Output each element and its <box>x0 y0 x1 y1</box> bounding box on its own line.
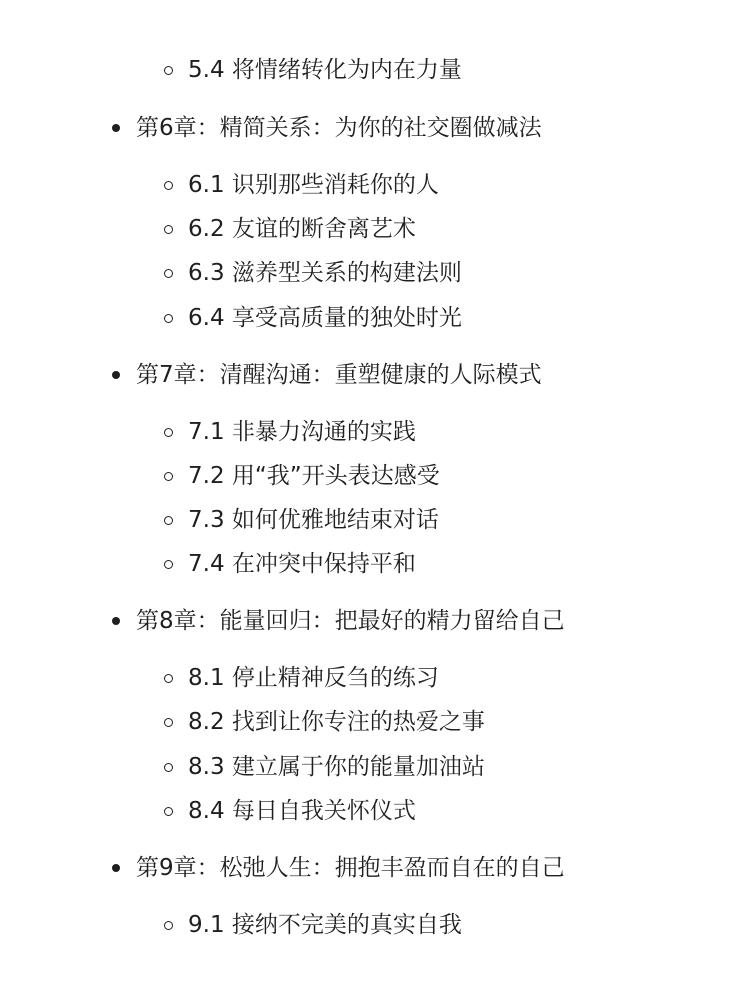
section-8-2: 8.2 找到让你专注的热爱之事 <box>188 709 485 735</box>
hollow-bullet-icon <box>164 225 173 234</box>
section-8-3: 8.3 建立属于你的能量加油站 <box>188 754 485 780</box>
section-7-2: 7.2 用“我”开头表达感受 <box>188 463 440 489</box>
hollow-bullet-icon <box>164 314 173 323</box>
hollow-bullet-icon <box>164 674 173 683</box>
chapter-9-heading: 第9章：松弛人生：拥抱丰盈而自在的自己 <box>136 855 565 881</box>
chapter-7-heading: 第7章：清醒沟通：重塑健康的人际模式 <box>136 362 542 388</box>
hollow-bullet-icon <box>164 472 173 481</box>
hollow-bullet-icon <box>164 718 173 727</box>
hollow-bullet-icon <box>164 560 173 569</box>
section-6-1: 6.1 识别那些消耗你的人 <box>188 172 439 198</box>
section-6-3: 6.3 滋养型关系的构建法则 <box>188 260 462 286</box>
hollow-bullet-icon <box>164 269 173 278</box>
filled-bullet-icon <box>112 617 120 625</box>
filled-bullet-icon <box>112 371 120 379</box>
chapter-6-heading: 第6章：精简关系：为你的社交圈做减法 <box>136 115 542 141</box>
chapter-8-heading: 第8章：能量回归：把最好的精力留给自己 <box>136 608 565 634</box>
hollow-bullet-icon <box>164 516 173 525</box>
section-5-4: 5.4 将情绪转化为内在力量 <box>188 57 462 83</box>
filled-bullet-icon <box>112 864 120 872</box>
hollow-bullet-icon <box>164 66 173 75</box>
section-8-1: 8.1 停止精神反刍的练习 <box>188 665 439 691</box>
section-8-4: 8.4 每日自我关怀仪式 <box>188 798 416 824</box>
section-9-1: 9.1 接纳不完美的真实自我 <box>188 912 462 938</box>
section-6-2: 6.2 友谊的断舍离艺术 <box>188 216 416 242</box>
hollow-bullet-icon <box>164 763 173 772</box>
section-7-4: 7.4 在冲突中保持平和 <box>188 551 416 577</box>
hollow-bullet-icon <box>164 921 173 930</box>
filled-bullet-icon <box>112 124 120 132</box>
hollow-bullet-icon <box>164 181 173 190</box>
section-7-3: 7.3 如何优雅地结束对话 <box>188 507 439 533</box>
hollow-bullet-icon <box>164 428 173 437</box>
section-7-1: 7.1 非暴力沟通的实践 <box>188 419 416 445</box>
hollow-bullet-icon <box>164 807 173 816</box>
section-6-4: 6.4 享受高质量的独处时光 <box>188 305 462 331</box>
